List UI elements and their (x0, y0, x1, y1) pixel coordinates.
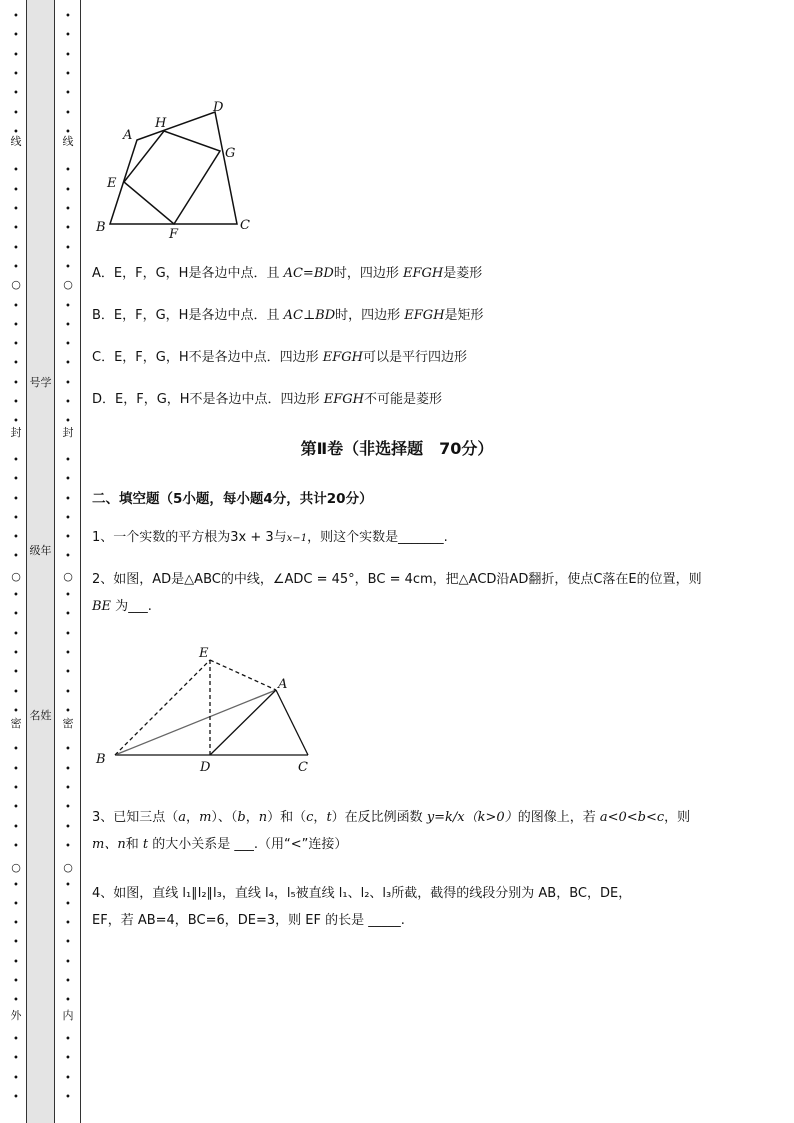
label-D2: D (200, 760, 211, 775)
margin-dot: • (65, 686, 71, 698)
option-a: A．E，F，G，H是各边中点．且 AC=BD时，四边形 EFGH是菱形 (92, 266, 483, 281)
margin-dot: • (13, 300, 19, 312)
triangle-fold-figure (90, 640, 330, 780)
margin-dot: • (65, 11, 71, 22)
margin-dot: • (65, 68, 71, 80)
margin-dot: • (13, 339, 19, 351)
margin-marker: ○ (63, 861, 73, 874)
margin-marker: 密 (10, 717, 22, 730)
margin-dot: • (13, 532, 19, 544)
margin-dot: • (65, 956, 71, 968)
margin-dot: • (13, 937, 19, 949)
margin-marker: 线 (62, 135, 74, 148)
quadrilateral-figure (90, 95, 260, 240)
margin-marker: 线 (10, 135, 22, 148)
margin-dot: • (13, 126, 19, 138)
margin-dot: • (65, 937, 71, 949)
margin-dot: • (65, 512, 71, 524)
margin-dot: • (13, 995, 19, 1007)
margin-dot: • (65, 609, 71, 621)
margin-dot: • (13, 184, 19, 196)
margin-dot: • (65, 358, 71, 370)
margin-dot: • (13, 956, 19, 968)
margin-dot: • (13, 474, 19, 486)
margin-dot: • (65, 628, 71, 640)
margin-dot: • (65, 242, 71, 254)
margin-dot: • (13, 628, 19, 640)
margin-marker: 封 (10, 426, 22, 439)
margin-dot: • (13, 647, 19, 659)
margin-marker: 密 (62, 717, 74, 730)
margin-dot: • (65, 705, 71, 717)
margin-dot: • (65, 551, 71, 563)
margin-marker: ○ (63, 278, 73, 291)
margin-dot: • (13, 763, 19, 775)
margin-dot: • (65, 802, 71, 814)
margin-dot: • (65, 30, 71, 42)
option-c: C．E，F，G，H不是各边中点．四边形 EFGH可以是平行四边形 (92, 350, 468, 365)
margin-dot: • (13, 204, 19, 215)
margin-dot: • (13, 551, 19, 563)
margin-marker: ○ (11, 861, 21, 874)
question-2-line-2: BE 为___. (92, 599, 152, 614)
margin-dot: • (65, 88, 71, 100)
question-2 (92, 566, 742, 620)
binding-margin-outer (8, 0, 24, 1123)
margin-dot: • (13, 49, 19, 61)
margin-dot: • (65, 300, 71, 312)
option-d: D．E，F，G，H不是各边中点．四边形 EFGH不可能是菱形 (92, 392, 442, 407)
margin-dot: • (65, 474, 71, 486)
grade-label: 级年 (29, 544, 52, 557)
margin-dot: • (13, 223, 19, 235)
segment-AC (276, 690, 308, 755)
quadrilateral-efgh (124, 131, 220, 224)
margin-dot: • (65, 918, 71, 930)
margin-dot: • (65, 783, 71, 794)
margin-dot: • (65, 49, 71, 61)
margin-dot: • (65, 763, 71, 775)
margin-dot: • (65, 493, 71, 505)
label-G: G (225, 146, 236, 161)
margin-dot: • (65, 319, 71, 331)
label-B2: B (96, 752, 106, 767)
margin-dot: • (13, 88, 19, 100)
margin-dot: • (13, 165, 19, 177)
margin-dot: • (65, 821, 71, 833)
margin-dot: • (65, 667, 71, 679)
margin-dot: • (13, 1053, 19, 1065)
margin-dot: • (65, 397, 71, 408)
segment-EA (210, 660, 276, 690)
margin-dot: • (65, 1072, 71, 1084)
margin-dot: • (13, 1033, 19, 1045)
question-3-line-1: 3、已知三点（a，m）、（b，n）和（c，t）在反比例函数 y=k/x（k>0）的图像上，若 a<0<b<c，则 (92, 810, 691, 825)
label-B: B (96, 220, 106, 235)
margin-dot: • (13, 976, 19, 987)
margin-dot: • (65, 377, 71, 389)
margin-dot: • (13, 493, 19, 505)
margin-dot: • (13, 898, 19, 910)
margin-dot: • (65, 454, 71, 466)
margin-dot: • (65, 165, 71, 177)
margin-dot: • (13, 512, 19, 524)
margin-dot: • (65, 840, 71, 852)
margin-dot: • (13, 918, 19, 930)
segment-BA (115, 690, 276, 755)
margin-dot: • (13, 30, 19, 42)
margin-dot: • (65, 647, 71, 659)
margin-marker: 内 (62, 1009, 74, 1022)
binding-margin-inner (56, 0, 81, 1123)
margin-dot: • (13, 416, 19, 428)
margin-dot: • (65, 590, 71, 601)
margin-marker: ○ (11, 570, 21, 583)
margin-dot: • (13, 11, 19, 22)
margin-dot: • (13, 242, 19, 254)
margin-dot: • (13, 397, 19, 408)
margin-dot: • (13, 609, 19, 621)
margin-dot: • (13, 590, 19, 601)
segment-AD (210, 690, 276, 755)
margin-dot: • (65, 532, 71, 544)
student-number-label: 号学 (29, 376, 52, 389)
margin-dot: • (13, 107, 19, 119)
question-3 (92, 804, 742, 858)
margin-dot: • (13, 879, 19, 891)
margin-dot: • (65, 339, 71, 351)
question-2-line-1: 2、如图，AD是△ABC的中线，∠ADC = 45°，BC = 4cm，把△ACD沿AD翻折，使点C落在E的位置，则 (92, 572, 702, 587)
label-H: H (155, 116, 167, 131)
label-E2: E (199, 646, 209, 661)
margin-dot: • (65, 1091, 71, 1103)
margin-dot: • (13, 319, 19, 331)
margin-dot: • (65, 976, 71, 987)
margin-dot: • (13, 261, 19, 273)
part-title: 二、填空题（5小题，每小题4分，共计20分） (92, 491, 373, 507)
label-C: C (240, 218, 250, 233)
margin-dot: • (65, 1033, 71, 1045)
section-title: 第Ⅱ卷（非选择题 70分） (300, 439, 494, 458)
question-3-line-2: m、n和 t 的大小关系是 ___.（用“<”连接） (92, 837, 348, 852)
margin-dot: • (65, 107, 71, 119)
margin-dot: • (13, 68, 19, 80)
margin-dot: • (13, 802, 19, 814)
name-label: 名姓 (29, 709, 52, 722)
margin-dot: • (65, 261, 71, 273)
margin-dot: • (65, 879, 71, 891)
margin-dot: • (65, 898, 71, 910)
label-A: A (123, 128, 133, 143)
margin-dot: • (13, 454, 19, 466)
margin-dot: • (13, 821, 19, 833)
label-E: E (107, 176, 117, 191)
margin-dot: • (13, 686, 19, 698)
margin-dot: • (65, 1053, 71, 1065)
question-1: 1、一个实数的平方根为3x + 3与x−1，则这个实数是_______. (92, 530, 448, 545)
margin-dot: • (13, 744, 19, 756)
margin-dot: • (13, 667, 19, 679)
segment-BE (115, 660, 210, 755)
margin-dot: • (65, 204, 71, 215)
margin-marker: 外 (10, 1009, 22, 1022)
question-4-line-1: 4、如图，直线 l₁∥l₂∥l₃，直线 l₄，l₅被直线 l₁、l₂、l₃所截，截得的线段分别为 AB，BC，DE， (92, 886, 632, 901)
margin-dot: • (13, 705, 19, 717)
margin-dot: • (13, 1091, 19, 1103)
question-4 (92, 880, 742, 934)
margin-dot: • (13, 840, 19, 852)
margin-dot: • (65, 416, 71, 428)
question-4-line-2: EF，若 AB=4，BC=6，DE=3，则 EF 的长是 _____. (92, 913, 405, 928)
margin-marker: 封 (62, 426, 74, 439)
margin-dot: • (65, 184, 71, 196)
margin-dot: • (65, 126, 71, 138)
margin-dot: • (13, 783, 19, 794)
margin-dot: • (13, 1072, 19, 1084)
label-F: F (169, 227, 179, 240)
margin-marker: ○ (11, 278, 21, 291)
margin-dot: • (13, 358, 19, 370)
label-C2: C (298, 760, 308, 775)
margin-dot: • (65, 744, 71, 756)
margin-dot: • (65, 995, 71, 1007)
student-info-strip (26, 0, 55, 1123)
margin-dot: • (65, 223, 71, 235)
label-D: D (213, 100, 224, 115)
margin-marker: ○ (63, 570, 73, 583)
margin-dot: • (13, 377, 19, 389)
option-b: B．E，F，G，H是各边中点．且 AC⊥BD时，四边形 EFGH是矩形 (92, 308, 484, 323)
label-A2: A (278, 677, 288, 692)
